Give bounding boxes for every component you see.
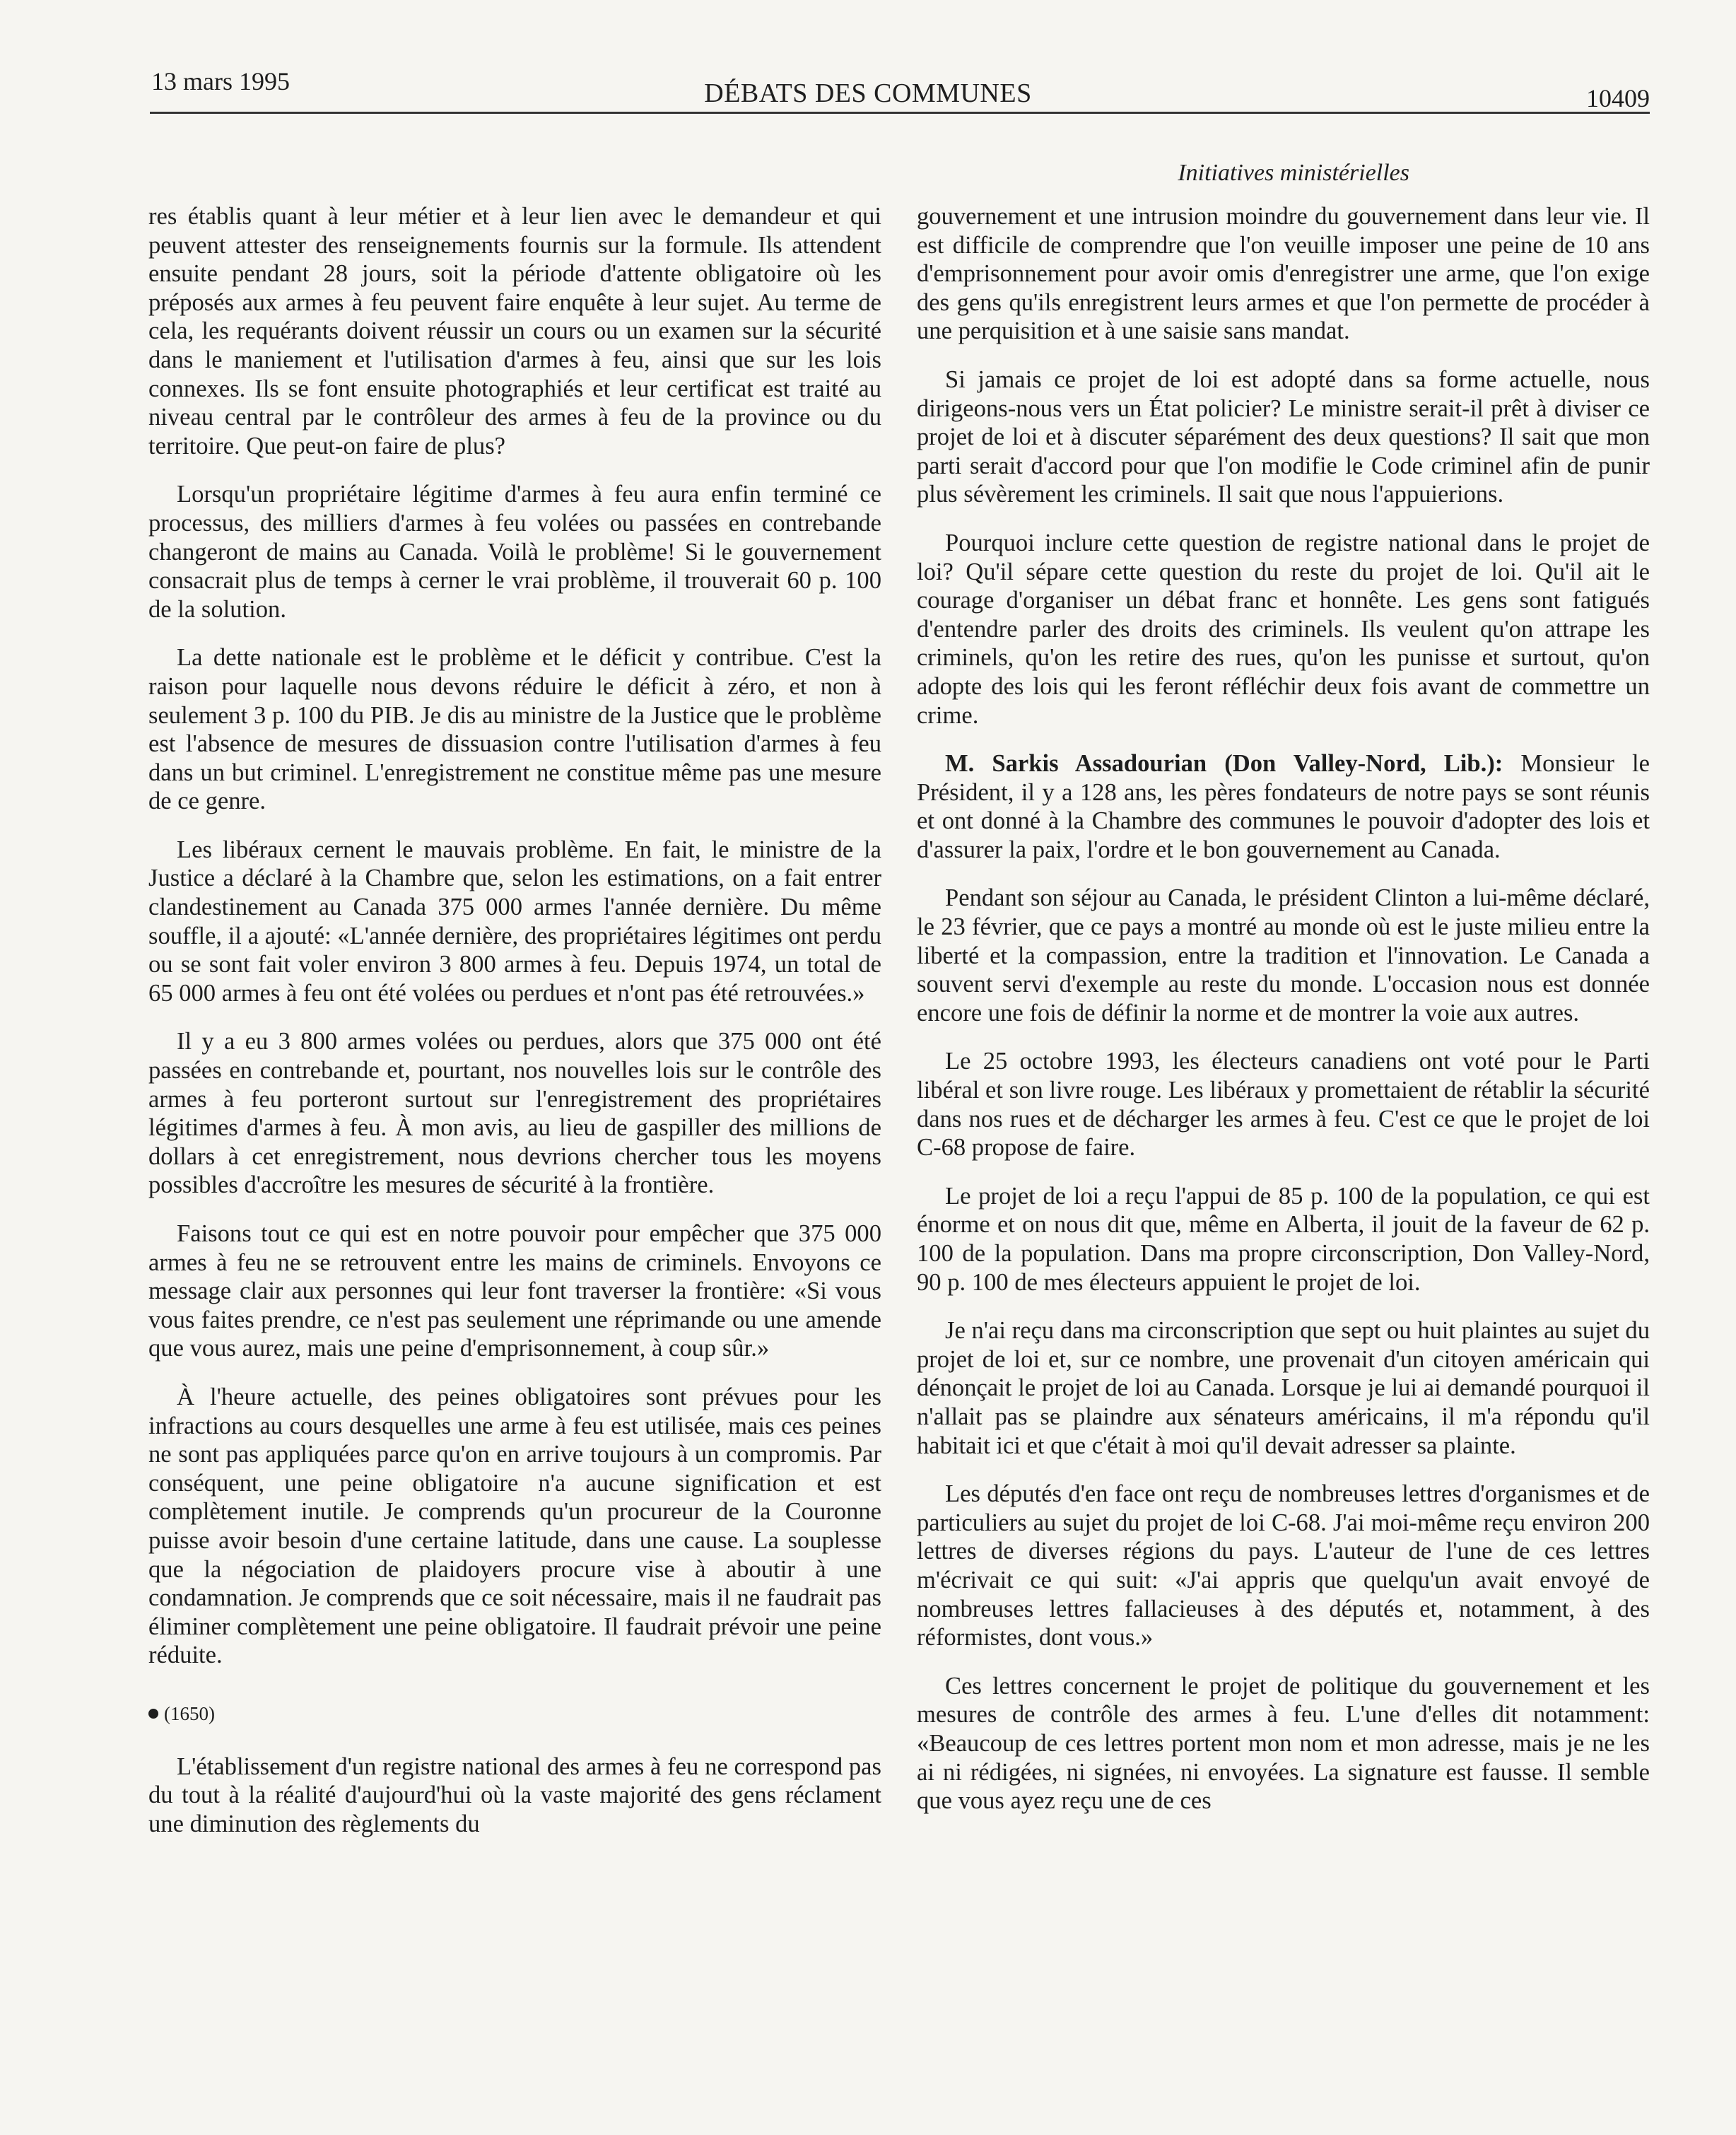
bullet-icon: [148, 1709, 158, 1719]
paragraph: Les libéraux cernent le mauvais problème. En fait, le ministre de la Justice a déclaré à la Chambre que, selon les estimations, on a fait entrer clandestinement au Canada 375 000 armes l'année dernière. Du même souffle, il a ajouté: «L'année dernière, des propriétaires légitimes ont perdu ou se sont fait voler environ 3 800 armes à feu. Depuis 1974, un total de 65 000 armes à feu ont été volées ou perdues et n'ont pas été retrouvées.»: [148, 836, 881, 1007]
paragraph: Si jamais ce projet de loi est adopté dans sa forme actuelle, nous dirigeons-nous vers un État policier? Le ministre serait-il prêt à diviser ce projet de loi et à discuter séparément des deux questions? Il sait que mon parti serait d'accord pour que l'on modifie le Code criminel afin de punir plus sévèrement les criminels. Il sait que nous l'appuierions.: [917, 365, 1650, 508]
section-title: Initiatives ministérielles: [1178, 160, 1409, 186]
header-page-number: 10409: [1586, 84, 1650, 112]
paragraph: gouvernement et une intrusion moindre du gouvernement dans leur vie. Il est difficile de comprendre que l'on veuille imposer une peine de 10 ans d'emprisonnement pour avoir omis d'enregistrer une arme, que l'on exige des gens qu'ils enregistrent leurs armes et que l'on permette de procéder à une perquisition et à une saisie sans mandat.: [917, 203, 1650, 345]
speaker-text: Monsieur le Président, il y a 128 ans, les pères fondateurs de notre pays se sont réunis et ont donné à la Chambre des communes le pouvoir d'adopter des lois et d'assurer la paix, l'ordre et le bon gouvernement au Canada.: [917, 750, 1650, 863]
speaker-paragraph: [917, 749, 1650, 864]
paragraph: Pourquoi inclure cette question de registre national dans le projet de loi? Qu'il sépare cette question du reste du projet de loi. Qu'il ait le courage d'organiser un débat franc et honnête. Les gens sont fatigués d'entendre parler des droits des criminels. Ils veulent qu'on attrape les criminels, qu'on les retire des rues, qu'on les punisse et surtout, qu'on adopte des lois qui les feront réfléchir deux fois avant de commettre un crime.: [917, 529, 1650, 729]
paragraph: Ces lettres concernent le projet de politique du gouvernement et les mesures de contrôle des armes à feu. L'une d'elles dit notamment: «Beaucoup de ces lettres portent mon nom et mon adresse, mais je ne les ai ni rédigées, ni signées, ni envoyées. La signature est fausse. Il semble que vous ayez reçu une de ces: [917, 1672, 1650, 1815]
paragraph: La dette nationale est le problème et le déficit y contribue. C'est la raison pour laquelle nous devons réduire le déficit à zéro, et non à seulement 3 p. 100 du PIB. Je dis au ministre de la Justice que le problème est l'absence de mesures de dissuasion contre l'utilisation d'armes à feu dans un but criminel. L'enregistrement ne constitue même pas une mesure de ce genre.: [148, 644, 881, 815]
paragraph: Il y a eu 3 800 armes volées ou perdues, alors que 375 000 ont été passées en contrebande et, pourtant, nos nouvelles lois sur le contrôle des armes à feu porteront surtout sur l'enregistrement des propriétaires légitimes d'armes à feu. À mon avis, au lieu de gaspiller des millions de dollars à cet enregistrement, nous devrions chercher tous les moyens possibles d'accroître les mesures de sécurité à la frontière.: [148, 1028, 881, 1199]
time-marker-label: (1650): [164, 1702, 215, 1724]
paragraph: L'établissement d'un registre national des armes à feu ne correspond pas du tout à la réalité d'aujourd'hui où la vaste majorité des gens réclament une diminution des règlements du: [148, 1753, 881, 1837]
paragraph: Les députés d'en face ont reçu de nombreuses lettres d'organismes et de particuliers au sujet du projet de loi C-68. J'ai moi-même reçu environ 200 lettres de diverses régions du pays. L'auteur de l'une de ces lettres m'écrivait ce qui suit: «J'ai appris que quelqu'un avait envoyé de nombreuses lettres fallacieuses à des députés et, notamment, à des réformistes, dont vous.»: [917, 1480, 1650, 1651]
paragraph: Pendant son séjour au Canada, le président Clinton a lui-même déclaré, le 23 février, que ce pays a montré au monde où est le juste milieu entre la liberté et la compassion, entre la tradition et l'innovation. Le Canada a souvent servi d'exemple au reste du monde. L'occasion nous est donnée encore une fois de définir la norme et de montrer la voie aux autres.: [917, 884, 1650, 1026]
paragraph: Faisons tout ce qui est en notre pouvoir pour empêcher que 375 000 armes à feu ne se retrouvent entre les mains de criminels. Envoyons ce message clair aux personnes qui leur font traverser la frontière: «Si vous vous faites prendre, ce n'est pas seulement une réprimande ou une amende que vous aurez, mais une peine d'emprisonnement, à coup sûr.»: [148, 1220, 881, 1362]
paragraph: res établis quant à leur métier et à leur lien avec le demandeur et qui peuvent attester des renseignements fournis sur la formule. Ils attendent ensuite pendant 28 jours, soit la période d'attente obligatoire où les préposés aux armes à feu peuvent faire enquête à leur sujet. Au terme de cela, les requérants doivent réussir un cours ou un examen sur la sécurité dans le maniement et l'utilisation d'armes à feu, ainsi que sur les lois connexes. Ils se font ensuite photographiés et leur certificat est traité au niveau central par le contrôleur des armes à feu de la province ou du territoire. Que peut-on faire de plus?: [148, 203, 881, 460]
time-marker: [148, 1700, 881, 1729]
header-date: 13 mars 1995: [151, 67, 290, 95]
right-column: [917, 202, 1650, 1835]
header-rule: [150, 112, 1650, 114]
paragraph: Lorsqu'un propriétaire légitime d'armes à feu aura enfin terminé ce processus, des milliers d'armes à feu volées ou passées en contrebande changeront de mains au Canada. Voilà le problème! Si le gouvernement consacrait plus de temps à cerner le vrai problème, il trouverait 60 p. 100 de la solution.: [148, 481, 881, 623]
speaker-name: M. Sarkis Assadourian (Don Valley-Nord, Lib.):: [945, 750, 1503, 778]
paragraph: Le projet de loi a reçu l'appui de 85 p. 100 de la population, ce qui est énorme et on nous dit que, même en Alberta, il jouit de la faveur de 62 p. 100 de la population. Dans ma propre circonscription, Don Valley-Nord, 90 p. 100 de mes électeurs appuient le projet de loi.: [917, 1182, 1650, 1296]
paragraph: Le 25 octobre 1993, les électeurs canadiens ont voté pour le Parti libéral et son livre rouge. Les libéraux y promettaient de rétablir la sécurité dans nos rues et de décharger les armes à feu. C'est ce que le projet de loi C-68 propose de faire.: [917, 1048, 1650, 1162]
paragraph: Je n'ai reçu dans ma circonscription que sept ou huit plaintes au sujet du projet de loi et, sur ce nombre, une provenait d'un citoyen américain qui dénonçait le projet de loi au Canada. Lorsque je lui ai demandé pourquoi il n'allait pas se plaindre aux sénateurs américains, il m'a répondu qu'il habitait ici et que c'était à moi qu'il devait adresser sa plainte.: [917, 1317, 1650, 1459]
header-title: DÉBATS DES COMMUNES: [704, 78, 1032, 108]
left-column: [148, 202, 881, 1858]
paragraph: À l'heure actuelle, des peines obligatoires sont prévues pour les infractions au cours desquelles une arme à feu est utilisée, mais ces peines ne sont pas appliquées parce qu'on en arrive toujours à un compromis. Par conséquent, une peine obligatoire n'a aucune signification et est complètement inutile. Je comprends qu'un procureur de la Couronne puisse avoir besoin d'une certaine latitude, dans une cause. La souplesse que la négociation de plaidoyers procure vise à aboutir à une condamnation. Je comprends que ce soit nécessaire, mais il ne faudrait pas éliminer complètement une peine obligatoire. Il faudrait prévoir une peine réduite.: [148, 1383, 881, 1669]
